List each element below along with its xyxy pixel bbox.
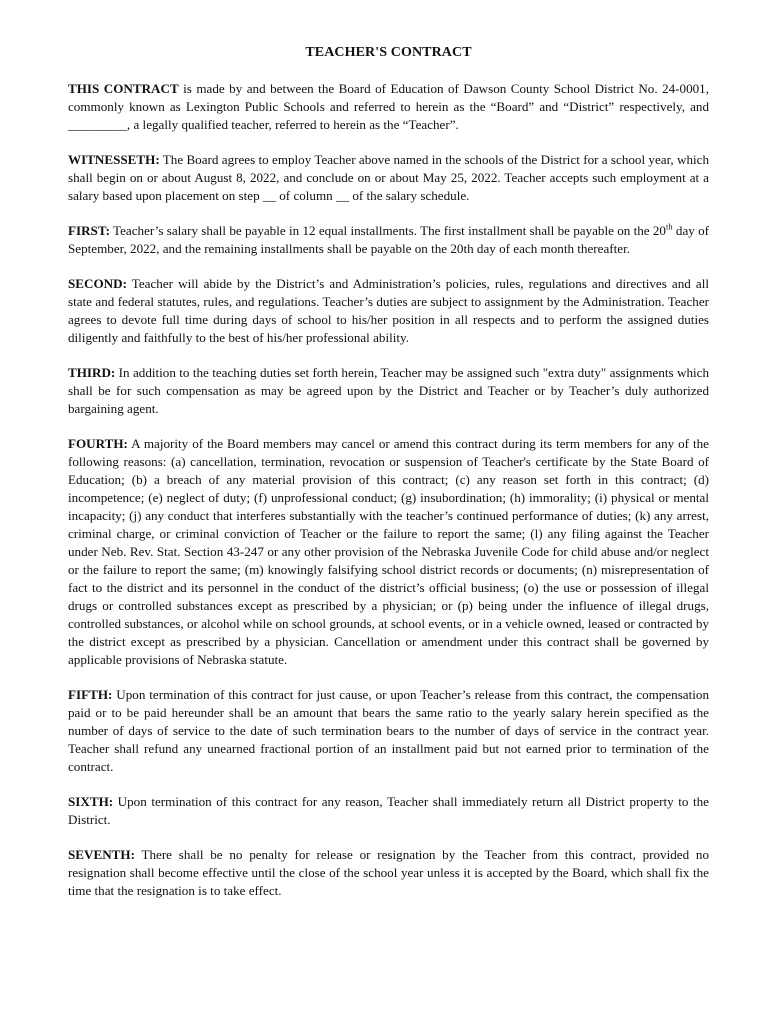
seventh-lead: SEVENTH: [68,847,135,862]
witnesseth-lead: WITNESSETH: [68,152,160,167]
second-paragraph [68,275,709,347]
preamble-paragraph [68,80,709,134]
page-title: TEACHER'S CONTRACT [305,45,472,60]
seventh-paragraph [68,846,709,900]
first-text-after: day of September, 2022, and the remaining installments shall be payable on the 20th day of each month thereafter. [68,223,709,256]
first-paragraph [68,222,709,258]
third-text: In addition to the teaching duties set forth herein, Teacher may be assigned such "extra duty" assignments which shall be for such compensation as may be agreed upon by the District and Teacher or by Teacher’s duly authorized bargaining agent. [68,365,709,416]
fourth-text: A majority of the Board members may cancel or amend this contract during its term members for any of the following reasons: (a) cancellation, termination, revocation or suspension of Teacher's certificate by the State Board of Education; (b) a breach of any material provision of this contract; (c) any reason set forth in this contract; (d) incompetence; (e) neglect of duty; (f) unprofessional conduct; (g) insubordination; (h) immorality; (i) physical or mental incapacity; (j) any conduct that interferes substantially with the teacher’s continued performance of duties; (k) any arrest, criminal charge, or criminal conviction of Teacher or the failure to report the same; (l) any filing against the Teacher under Neb. Rev. Stat. Section 43-247 or any other provision of the Nebraska Juvenile Code for child abuse and/or neglect or the failure to report the same; (m) knowingly falsifying school district records or documents; (n) misrepresentation of fact to the district and its personnel in the conduct of the district’s official business; (o) the use or possession of illegal drugs or controlled substances except as prescribed by a physician; or (p) being under the influence of illegal drugs, controlled substances, or alcohol while on school grounds, at school events, or in a vehicle owned, leased or contracted by the district except as prescribed by a physician. Cancellation or amendment under this contract shall be governed by applicable provisions of Nebraska statute. [68,436,709,667]
fifth-lead: FIFTH: [68,687,113,702]
fifth-paragraph [68,686,709,776]
second-lead: SECOND: [68,276,127,291]
contract-page [68,44,709,917]
fourth-paragraph [68,435,709,669]
preamble-text: is made by and between the Board of Education of Dawson County School District No. 24-0001, commonly known as Lexington Public Schools and referred to herein as the “Board” and “District” respectively, and _________, a legally qualified teacher, referred to herein as the “Teacher”. [68,81,709,132]
first-superscript: th [665,221,673,232]
preamble-lead: THIS CONTRACT [68,81,179,96]
fourth-lead: FOURTH: [68,436,128,451]
witnesseth-text: The Board agrees to employ Teacher above named in the schools of the District for a school year, which shall begin on or about August 8, 2022, and conclude on or about May 25, 2022. Teacher accepts such employment at a salary based upon placement on step __ of column __ of the salary schedule. [68,152,709,203]
seventh-text: There shall be no penalty for release or resignation by the Teacher from this contract, provided no resignation shall become effective until the close of the school year unless it is accepted by the Board, which shall fix the time that the resignation is to take effect. [68,847,709,898]
second-text: Teacher will abide by the District’s and Administration’s policies, rules, regulations and directives and all state and federal statutes, rules, and regulations. Teacher’s duties are subject to assignment by the Administration. Teacher agrees to devote full time during days of school to his/her position in all respects and to perform the assigned duties diligently and faithfully to the best of his/her professional ability. [68,276,709,345]
fifth-text: Upon termination of this contract for just cause, or upon Teacher’s release from this contract, the compensation paid or to be paid hereunder shall be an amount that bears the same ratio to the yearly salary herein specified as the number of days of service to the date of such termination bears to the number of days of service in the contract year. Teacher shall refund any unearned fractional portion of an installment paid but not earned prior to termination of the contract. [68,687,709,774]
third-paragraph [68,364,709,418]
witnesseth-paragraph [68,151,709,205]
first-lead: FIRST: [68,223,110,238]
sixth-text: Upon termination of this contract for any reason, Teacher shall immediately return all District property to the District. [68,794,709,827]
sixth-lead: SIXTH: [68,794,114,809]
sixth-paragraph [68,793,709,829]
first-text-before: Teacher’s salary shall be payable in 12 equal installments. The first installment shall be payable on the 20 [109,223,666,238]
third-lead: THIRD: [68,365,116,380]
